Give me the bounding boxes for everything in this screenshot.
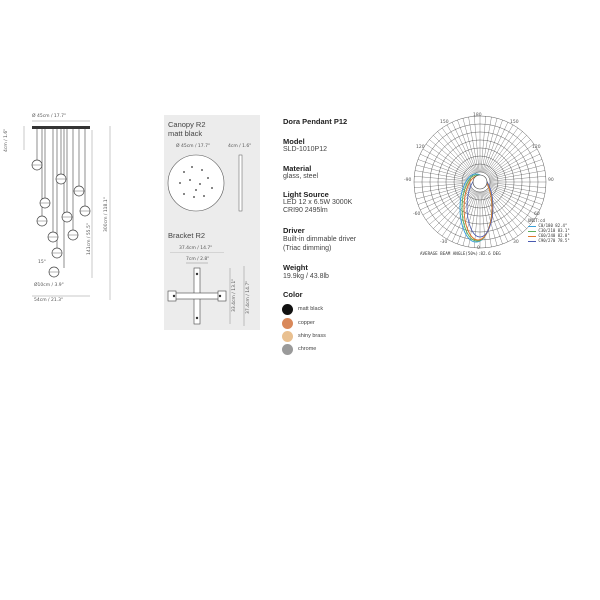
weight-label: Weight	[283, 263, 308, 272]
spread-dim-label: 54cm / 21.3"	[34, 298, 64, 303]
swatch-chrome[interactable]	[282, 344, 293, 355]
canopy-height-label: 4cm / 1.6"	[4, 128, 9, 152]
color-label: Color	[283, 290, 303, 299]
angle-label: 15°	[38, 260, 46, 265]
canopy-height-dim: 4cm / 1.6"	[228, 144, 252, 149]
bracket-h1-label: 33.4cm / 13.1"	[232, 278, 237, 312]
bracket-title: Bracket R2	[168, 231, 206, 240]
polar-label-bottom-right: 30	[513, 240, 519, 245]
swatch-label-shiny-brass: shiny brass	[298, 333, 326, 339]
swatch-shiny-brass[interactable]	[282, 331, 293, 342]
light-source-value-1: LED 12 x 6.5W 3000K	[283, 199, 353, 206]
polar-label-left-top: 150	[440, 120, 449, 125]
total-height-label: 300cm / 118.1"	[104, 197, 109, 232]
shade-height-label: 141cm / 55.5"	[87, 223, 92, 255]
polar-label-upper-right: 120	[532, 145, 541, 150]
globe-dim-label: Ø10cm / 3.9"	[34, 283, 64, 288]
polar-label-bottom: 0	[477, 246, 480, 251]
canopy-diameter-label: Ø 45cm / 17.7"	[176, 144, 211, 149]
swatch-matt-black[interactable]	[282, 304, 293, 315]
polar-legend-c90: C90/270 78.5°	[528, 238, 570, 243]
polar-unit: UNIT:cd	[528, 218, 545, 223]
polar-label-top: 180	[473, 113, 482, 118]
polar-footer: AVERAGE BEAM ANGLE(50%):82.6 DEG	[420, 251, 501, 256]
polar-label-lower-right: 60	[534, 212, 540, 217]
light-source-value-2: CRI90 2495lm	[283, 207, 328, 214]
canopy-shape	[32, 126, 90, 129]
bracket-h2-label: 37.4cm / 14.7"	[246, 280, 251, 314]
polar-label-right-top: 150	[510, 120, 519, 125]
material-label: Material	[283, 164, 312, 173]
light-source-label: Light Source	[283, 190, 329, 199]
polar-label-mid-left: -90	[404, 178, 412, 183]
swatch-label-chrome: chrome	[298, 346, 317, 352]
weight-value: 19.9kg / 43.8lb	[283, 273, 329, 280]
driver-value-1: Built-in dimmable driver	[283, 236, 357, 243]
product-title: Dora Pendant P12	[283, 117, 348, 126]
polar-label-bottom-left: -30	[440, 240, 448, 245]
canopy-drawing	[164, 150, 260, 216]
model-label: Model	[283, 137, 305, 146]
canopy-dim-label: Ø 45cm / 17.7"	[32, 114, 67, 119]
polar-legend	[528, 218, 570, 243]
material-value: glass, steel	[283, 173, 319, 180]
bracket-center-label: 7cm / 2.8"	[186, 257, 210, 262]
swatch-label-matt-black: matt black	[298, 306, 324, 312]
canopy-finish: matt black	[168, 129, 203, 138]
polar-label-mid-right: 90	[548, 178, 554, 183]
bracket-width-label: 37.4cm / 14.7"	[179, 246, 213, 251]
polar-label-lower-left: -60	[413, 212, 421, 217]
model-value: SLD-1010P12	[283, 146, 327, 153]
driver-value-2: (Triac dimming)	[283, 245, 332, 252]
polar-label-upper-left: 120	[416, 145, 425, 150]
driver-label: Driver	[283, 226, 305, 235]
polar-legend-c30: C30/210 83.1°	[528, 228, 570, 233]
swatch-label-copper: copper	[298, 320, 315, 326]
polar-legend-c0: C0/180 82.4°	[528, 223, 570, 228]
canopy-title: Canopy R2	[168, 120, 206, 129]
polar-legend-c60: C60/240 82.8°	[528, 233, 570, 238]
swatch-copper[interactable]	[282, 318, 293, 329]
